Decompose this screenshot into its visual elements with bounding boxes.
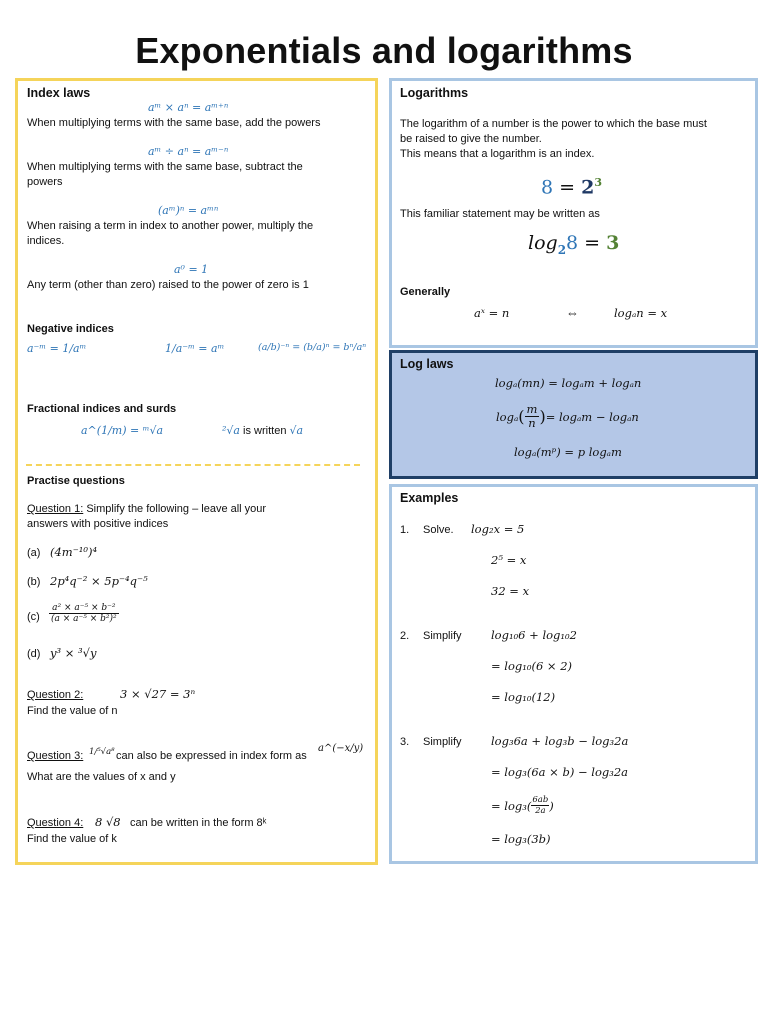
qb-expression: 2p⁴q⁻² × 5p⁻⁴q⁻⁵ <box>50 574 148 588</box>
frac-formula-2 <box>222 424 303 437</box>
rule3-formula: (aᵐ)ⁿ = aᵐⁿ <box>158 204 219 217</box>
eq2-arg: 8 <box>566 232 579 254</box>
log-law-quotient <box>496 403 639 430</box>
quotient-paren-open: ( <box>518 407 525 426</box>
example-2-line-2: = log₁₀(6 × 2) <box>491 659 573 673</box>
log-text-4: This familiar statement may be written as <box>400 208 600 220</box>
quotient-rhs: = logₐm − logₐn <box>545 409 639 424</box>
q3-fraction: 1/⁵√a⁸ <box>89 747 115 757</box>
rule2-formula: aᵐ ÷ aⁿ = aᵐ⁻ⁿ <box>148 145 229 158</box>
q3-text: can also be expressed in index form as <box>116 750 307 762</box>
q1-label: Question 1: <box>27 503 84 515</box>
frac-formula-2b: √a <box>289 424 304 437</box>
log-text-1: The logarithm of a number is the power to which the base must <box>400 118 707 130</box>
rule4-text: Any term (other than zero) raised to the power of zero is 1 <box>27 279 309 291</box>
examples-panel <box>389 484 758 864</box>
log-equation-1 <box>541 176 602 198</box>
log-law-product: logₐ(mn) = logₐm + logₐn <box>495 376 642 390</box>
eq1-equals: = <box>553 176 582 199</box>
e3-l3-num: 6ab <box>532 795 549 805</box>
example-1-line-1: log₂x = 5 <box>471 522 525 536</box>
q3-label: Question 3: <box>27 750 84 762</box>
eq1-eight: 8 <box>541 176 554 199</box>
qc-numerator: a² × a⁻⁵ × b⁻² <box>49 603 119 614</box>
quotient-fraction <box>525 403 540 430</box>
example-3-line-1: log₃6a + log₃b − log₃2a <box>491 734 629 748</box>
example-2-word: Simplify <box>423 630 462 642</box>
eq2-base: 2 <box>557 242 567 257</box>
qc-denominator: (a × a⁻⁵ × b²)² <box>51 614 117 624</box>
log-law-power: logₐ(mᵖ) = p logₐm <box>514 445 622 459</box>
qd-expression: y³ × ³√y <box>50 646 97 660</box>
example-1-line-3: 32 = x <box>491 584 530 598</box>
rule3-text-2: indices. <box>27 235 65 247</box>
equivalence-arrow: ⇔ <box>566 305 579 320</box>
example-1-line-2: 2⁵ = x <box>491 553 527 567</box>
neg-formula-3: (a/b)⁻ⁿ = (b/a)ⁿ = bⁿ/aⁿ <box>258 342 367 353</box>
q2-label: Question 2: <box>27 689 84 701</box>
eq1-two: 2 <box>581 176 595 199</box>
neg-formula-2: 1/a⁻ᵐ = aᵐ <box>165 342 225 355</box>
frac-formula-2-mid: is written <box>239 425 290 437</box>
example-2-line-1: log₁₀6 + log₁₀2 <box>491 628 577 642</box>
eq2-log: log <box>528 232 558 254</box>
q2-text: Find the value of n <box>27 705 118 717</box>
rule3-text-1: When raising a term in index to another power, multiply the <box>27 220 314 232</box>
q4-text-2: Find the value of k <box>27 833 117 845</box>
q3-text-2: What are the values of x and y <box>27 771 176 783</box>
rule2-text-1: When multiplying terms with the same base, subtract the <box>27 161 303 173</box>
example-2-line-3: = log₁₀(12) <box>491 690 556 704</box>
frac-formula-2a: ²√a <box>222 424 240 437</box>
general-exponent-form: aˣ = n <box>474 306 510 320</box>
example-1-number: 1. <box>400 524 410 536</box>
neg-formula-1: a⁻ᵐ = 1/aᵐ <box>27 342 87 355</box>
q1-text: Simplify the following – leave all your <box>83 503 267 515</box>
quotient-paren-close: ) <box>539 407 546 426</box>
rule4-formula: a⁰ = 1 <box>174 263 209 276</box>
e3-l3-den: 2a <box>535 806 546 816</box>
negative-indices-heading: Negative indices <box>27 323 114 335</box>
eq2-result: 3 <box>606 232 620 254</box>
qc-fraction <box>49 603 119 624</box>
index-laws-heading: Index laws <box>27 86 91 100</box>
rule1-text: When multiplying terms with the same base, add the powers <box>27 117 321 129</box>
page-title: Exponentials and logarithms <box>135 30 633 71</box>
example-3-line-2: = log₃(6a × b) − log₃2a <box>491 765 629 779</box>
q4-formula: 8 √8 <box>95 815 121 829</box>
qa-label: (a) <box>27 547 41 559</box>
q4-label: Question 4: <box>27 817 84 829</box>
q2-formula: 3 × √27 = 3ⁿ <box>120 687 196 701</box>
example-2-number: 2. <box>400 630 410 642</box>
q1-text-2: answers with positive indices <box>27 518 169 530</box>
log-laws-heading: Log laws <box>400 357 454 371</box>
quotient-log: logₐ <box>496 409 519 424</box>
section-divider <box>26 464 360 466</box>
q4-text: can be written in the form 8ᵏ <box>130 817 267 829</box>
example-3-word: Simplify <box>423 736 462 748</box>
qb-label: (b) <box>27 576 41 588</box>
logarithms-heading: Logarithms <box>400 86 469 100</box>
e3-l3-prefix: = log₃( <box>491 798 532 813</box>
question-1 <box>27 502 266 517</box>
examples-heading: Examples <box>400 491 459 505</box>
rule1-formula: aᵐ × aⁿ = aᵐ⁺ⁿ <box>148 101 229 114</box>
quotient-den: n <box>528 416 536 430</box>
general-log-form: logₐn = x <box>614 306 668 320</box>
example-1-word: Solve. <box>423 524 454 536</box>
eq1-three: 3 <box>594 176 602 189</box>
log-equation-2 <box>528 232 619 257</box>
example-3-line-3 <box>491 795 554 816</box>
quotient-num: m <box>526 402 538 416</box>
e3-l3-suffix: ) <box>549 798 554 813</box>
qa-expression: (4m⁻¹⁰)⁴ <box>50 545 98 559</box>
example-3-line-4: = log₃(3b) <box>491 832 551 846</box>
generally-heading: Generally <box>400 286 451 298</box>
frac-formula-1: a^(1/m) = ᵐ√a <box>81 424 164 437</box>
fractional-indices-heading: Fractional indices and surds <box>27 403 177 415</box>
qc-label: (c) <box>27 611 40 623</box>
q3-index-form: a^(−x/y) <box>318 743 364 754</box>
qd-label: (d) <box>27 648 41 660</box>
e3-l3-fraction <box>531 795 549 816</box>
log-text-2: be raised to give the number. <box>400 133 542 145</box>
rule2-text-2: powers <box>27 176 63 188</box>
practise-heading: Practise questions <box>27 475 125 487</box>
example-3-number: 3. <box>400 736 410 748</box>
eq2-equals: = <box>578 232 607 254</box>
log-text-3: This means that a logarithm is an index. <box>400 148 595 160</box>
